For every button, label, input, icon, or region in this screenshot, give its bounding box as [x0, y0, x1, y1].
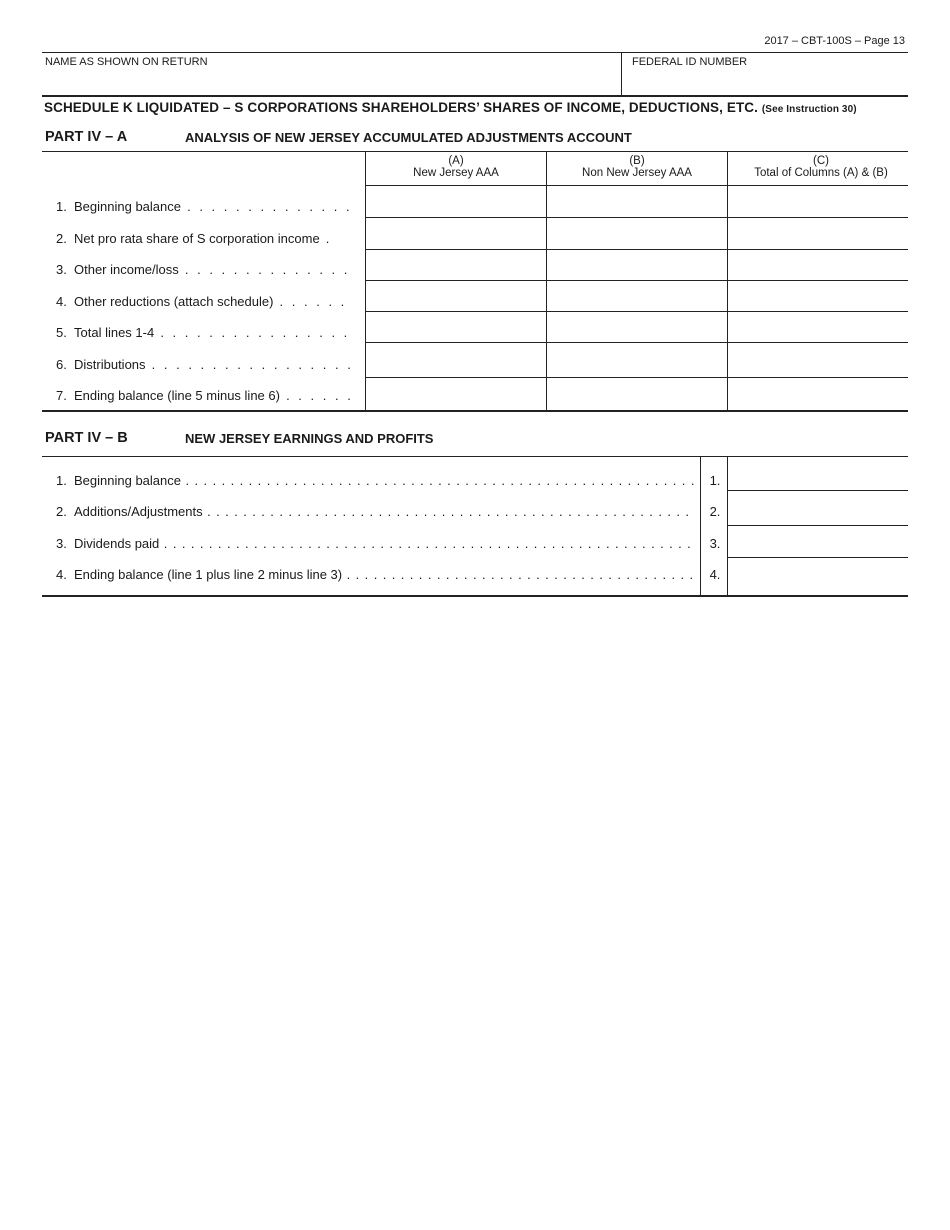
row-leader-dots: . . . . . . . . . . . . . . . . .	[145, 357, 354, 372]
federal-id-field[interactable]	[625, 68, 907, 94]
cell-b7[interactable]	[548, 379, 726, 409]
header-bottom-rule	[42, 95, 908, 97]
grid-line	[365, 377, 908, 378]
part-b-line-3-field[interactable]	[729, 527, 907, 556]
row-number: 3.	[56, 536, 67, 551]
column-c-name: Total of Columns (A) & (B)	[754, 167, 888, 179]
schedule-title-text: SCHEDULE K LIQUIDATED – S CORPORATIONS SHAREHOLDERS’ SHARES OF INCOME, DEDUCTIONS, ETC.	[44, 100, 759, 115]
row-leader-dots: . . . . . .	[273, 294, 347, 309]
column-c-letter: (C)	[813, 155, 829, 167]
grid-line	[727, 151, 728, 411]
part-a-row	[56, 388, 353, 403]
part-b-title: NEW JERSEY EARNINGS AND PROFITS	[185, 431, 434, 446]
part-b-label: PART IV – B	[45, 430, 128, 446]
cell-c3[interactable]	[729, 251, 907, 279]
cell-a1[interactable]	[367, 187, 545, 216]
cell-b5[interactable]	[548, 313, 726, 341]
cell-b1[interactable]	[548, 187, 726, 216]
federal-id-label: FEDERAL ID NUMBER	[632, 56, 748, 68]
row-label: Net pro rata share of S corporation income	[74, 231, 320, 246]
part-a-row	[56, 294, 347, 309]
row-leader-dots: . . . . . . . . . . . . . .	[180, 199, 353, 214]
cell-c2[interactable]	[729, 219, 907, 248]
row-number: 1.	[56, 199, 67, 214]
name-label: NAME AS SHOWN ON RETURN	[45, 56, 208, 68]
cell-c6[interactable]	[729, 344, 907, 376]
cell-c4[interactable]	[729, 282, 907, 310]
row-leader-dots: .	[319, 231, 332, 246]
row-number: 2.	[56, 504, 67, 519]
row-label: Beginning balance	[74, 199, 181, 214]
grid-line	[365, 185, 908, 186]
row-leader-dots: . . . . . . . . . . . . . . . . . . . . . . . . . . . . . . . . . . . . . . . . . . . . . . . . . . . . . . . . . . .	[159, 536, 692, 551]
cell-a5[interactable]	[367, 313, 545, 341]
part-a-title: ANALYSIS OF NEW JERSEY ACCUMULATED ADJUSTMENTS ACCOUNT	[185, 130, 632, 145]
grid-line	[365, 342, 908, 343]
grid-line	[727, 490, 908, 491]
part-a-row	[56, 357, 353, 372]
row-number: 1.	[56, 473, 67, 488]
column-b-letter: (B)	[629, 155, 645, 167]
row-label: Additions/Adjustments	[74, 504, 203, 519]
row-label: Ending balance (line 1 plus line 2 minus line 3)	[74, 567, 343, 582]
part-b-line-4-field[interactable]	[729, 559, 907, 594]
part-b-row	[56, 473, 695, 488]
column-b-name: Non New Jersey AAA	[582, 167, 692, 179]
part-a-bottom-rule	[42, 410, 908, 412]
schedule-title	[44, 100, 857, 115]
cell-c7[interactable]	[729, 379, 907, 409]
part-a-row	[56, 199, 352, 214]
cell-b2[interactable]	[548, 219, 726, 248]
row-number: 2.	[56, 231, 67, 246]
part-b-row	[56, 536, 692, 551]
row-label: Beginning balance	[74, 473, 181, 488]
part-b-row	[56, 567, 694, 582]
row-leader-dots: . . . . . . . . . . . . . . . .	[154, 325, 350, 340]
line-number-box: 2.	[709, 504, 721, 519]
row-number: 6.	[56, 357, 67, 372]
row-label: Ending balance (line 5 minus line 6)	[74, 388, 280, 403]
column-a-letter: (A)	[448, 155, 464, 167]
part-b-top-rule	[42, 456, 908, 457]
row-number: 7.	[56, 388, 67, 403]
row-number: 3.	[56, 262, 67, 277]
row-label: Total lines 1-4	[74, 325, 155, 340]
grid-line	[546, 151, 547, 411]
column-c-header	[728, 155, 914, 179]
row-leader-dots: . . . . . . . . . . . . . . . . . . . . . . . . . . . . . . . . . . . . . . . . . . . . . . . . . . . . . . . . .	[180, 473, 696, 488]
cell-b3[interactable]	[548, 251, 726, 279]
header-divider	[621, 52, 622, 96]
row-leader-dots: . . . . . . . . . . . . . . . . . . . . . . . . . . . . . . . . . . . . . . . . . . . . . . . . . . . . . .	[202, 504, 690, 519]
header-top-rule	[42, 52, 908, 53]
cell-a4[interactable]	[367, 282, 545, 310]
cell-a7[interactable]	[367, 379, 545, 409]
part-b-row	[56, 504, 690, 519]
grid-line	[727, 557, 908, 558]
row-label: Other reductions (attach schedule)	[74, 294, 274, 309]
row-number: 5.	[56, 325, 67, 340]
row-number: 4.	[56, 567, 67, 582]
part-b-bottom-rule	[42, 595, 908, 597]
cell-b4[interactable]	[548, 282, 726, 310]
column-b-header	[547, 155, 727, 179]
row-label: Other income/loss	[74, 262, 179, 277]
part-b-line-1-field[interactable]	[729, 458, 907, 489]
grid-line	[365, 280, 908, 281]
see-instruction: (See Instruction 30)	[761, 104, 857, 115]
part-a-row	[56, 325, 350, 340]
cell-c5[interactable]	[729, 313, 907, 341]
row-leader-dots: . . . . . . . . . . . . . . . . . . . . . . . . . . . . . . . . . . . . . . .	[342, 567, 695, 582]
cell-a6[interactable]	[367, 344, 545, 376]
grid-line	[727, 525, 908, 526]
grid-line	[700, 456, 701, 596]
grid-line	[365, 311, 908, 312]
part-a-row	[56, 262, 350, 277]
grid-line	[365, 151, 366, 411]
row-label: Distributions	[74, 357, 146, 372]
page-reference: 2017 – CBT-100S – Page 13	[764, 35, 905, 47]
line-number-box: 4.	[709, 567, 721, 582]
line-number-box: 1.	[709, 473, 721, 488]
column-a-header	[366, 155, 546, 179]
row-number: 4.	[56, 294, 67, 309]
column-a-name: New Jersey AAA	[413, 167, 499, 179]
grid-line	[365, 217, 908, 218]
part-b-line-2-field[interactable]	[729, 492, 907, 524]
cell-a3[interactable]	[367, 251, 545, 279]
row-label: Dividends paid	[74, 536, 160, 551]
cell-a2[interactable]	[367, 219, 545, 248]
cell-c1[interactable]	[729, 187, 907, 216]
part-a-label: PART IV – A	[45, 129, 128, 145]
line-number-box: 3.	[709, 536, 721, 551]
name-field[interactable]	[42, 68, 618, 94]
cell-b6[interactable]	[548, 344, 726, 376]
row-leader-dots: . . . . . .	[279, 388, 354, 403]
grid-line	[365, 249, 908, 250]
row-leader-dots: . . . . . . . . . . . . . .	[178, 262, 350, 277]
part-a-row	[56, 231, 332, 246]
part-a-top-rule	[42, 151, 908, 152]
